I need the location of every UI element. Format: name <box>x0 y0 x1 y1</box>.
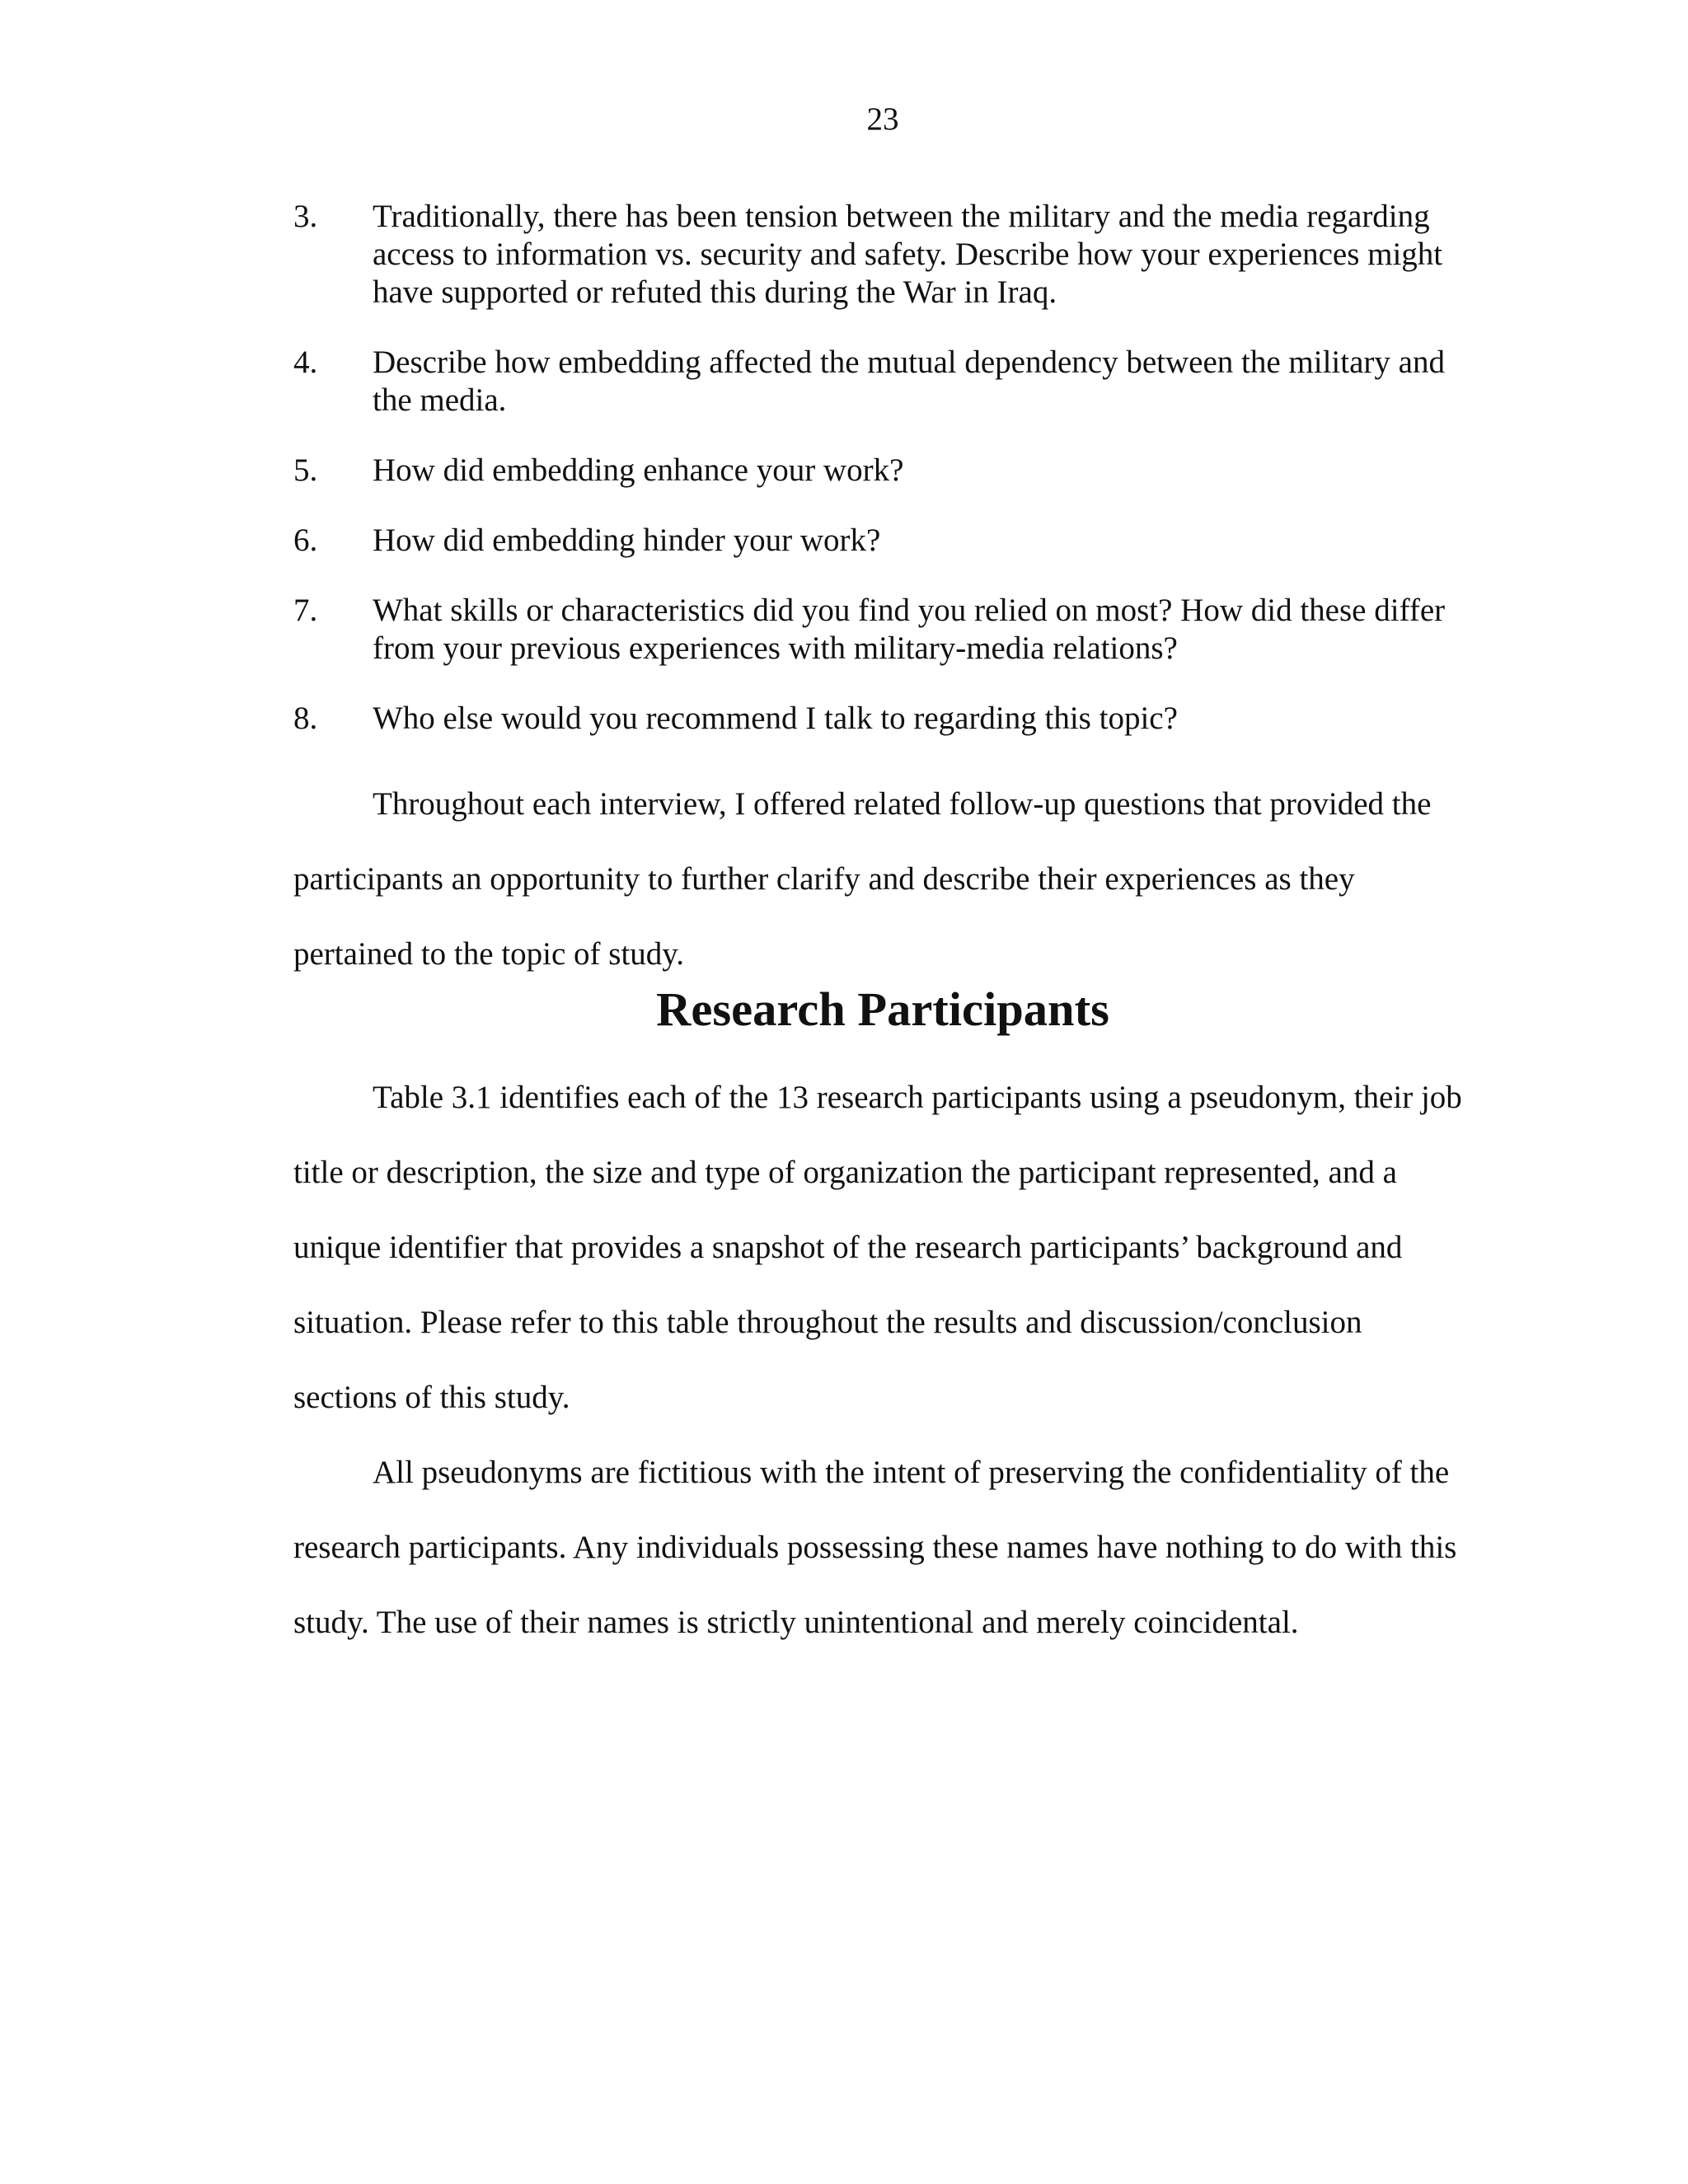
section-heading: Research Participants <box>656 982 1109 1036</box>
question-line: Who else would you recommend I talk to regarding this topic? <box>373 701 1178 736</box>
question-item <box>293 592 1464 668</box>
question-item <box>293 344 1464 419</box>
question-number: 5. <box>293 452 318 488</box>
question-line: How did embedding enhance your work? <box>373 452 904 488</box>
question-line: have supported or refuted this during the War in Iraq. <box>373 274 1057 310</box>
question-line: the media. <box>373 382 507 418</box>
paragraph-line: this study. The use of their names is strictly unintentional and merely coincidental. <box>293 1530 1457 1640</box>
paragraph-line: Throughout each interview, I offered related follow-up questions that provided the <box>373 786 1432 822</box>
question-item <box>293 522 1464 560</box>
question-item <box>293 452 1464 490</box>
question-line: Describe how embedding affected the mutual dependency between the military and <box>373 344 1445 380</box>
question-line: access to information vs. security and safety. Describe how your experiences might <box>373 237 1443 272</box>
question-item <box>293 198 1464 312</box>
question-line: How did embedding hinder your work? <box>373 523 881 558</box>
paragraph-line: participants an opportunity to further clarify and describe their experiences as they <box>293 861 1355 897</box>
table-intro-paragraph <box>293 1060 1472 1435</box>
page-number: 23 <box>866 101 899 137</box>
paragraph-line: Table 3.1 identifies each of the 13 research participants using a pseudonym, their <box>373 1080 1421 1115</box>
paragraph-line: unique identifier that provides a snapshot of the research participants’ background and <box>293 1230 1403 1265</box>
question-number: 7. <box>293 593 318 628</box>
question-number: 6. <box>293 523 318 558</box>
pseudonym-paragraph <box>293 1435 1472 1660</box>
question-line: What skills or characteristics did you find you relied on most? How did these differ <box>373 593 1446 628</box>
question-item <box>293 700 1464 738</box>
paragraph-line: research participants. Any individuals possessing these names have nothing to do with <box>293 1530 1411 1565</box>
paragraph-line: All pseudonyms are fictitious with the intent of preserving the confidentiality of the <box>373 1455 1450 1490</box>
question-number: 8. <box>293 701 318 736</box>
paragraph-line: sections of this study. <box>293 1380 570 1415</box>
question-line: Traditionally, there has been tension between the military and the media regarding <box>373 199 1430 234</box>
paragraph-line: job title or description, the size and type of organization the participant represented, and a <box>293 1080 1462 1190</box>
followup-paragraph <box>293 766 1472 991</box>
question-number: 3. <box>293 199 318 234</box>
paragraph-line: situation. Please refer to this table throughout the results and discussion/conclusion <box>293 1305 1362 1340</box>
question-line: from your previous experiences with military-media relations? <box>373 630 1178 666</box>
paragraph-line: pertained to the topic of study. <box>293 936 685 972</box>
question-number: 4. <box>293 344 318 380</box>
interview-question-list <box>293 198 1464 770</box>
